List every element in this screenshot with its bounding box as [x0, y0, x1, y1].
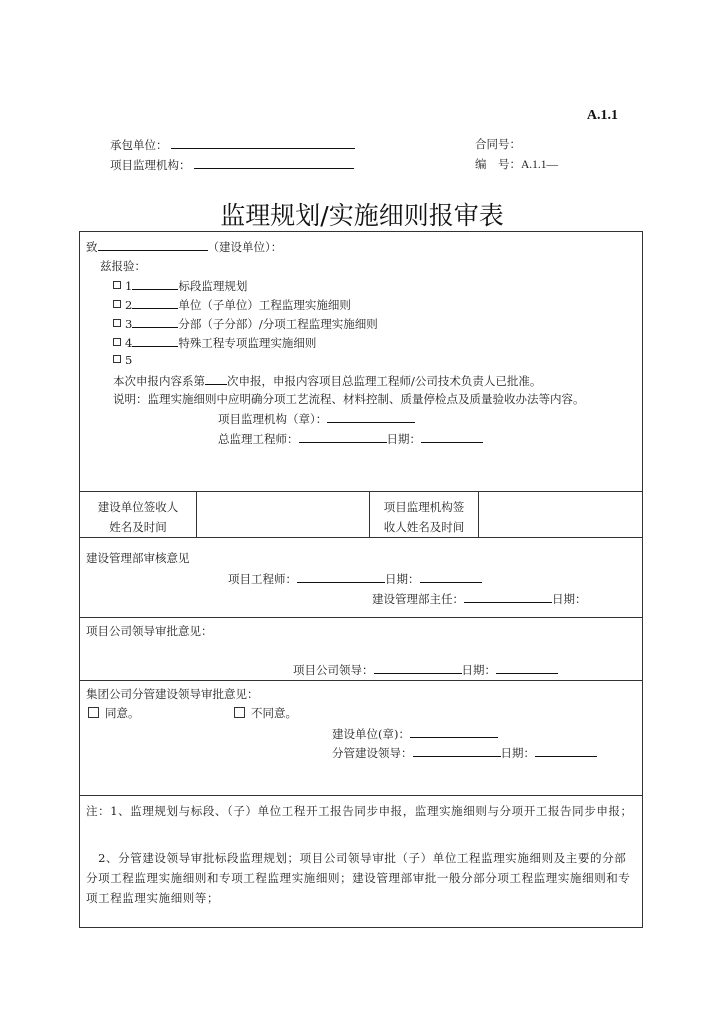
chief-engineer-row: 总监理工程师： 日期： [218, 430, 483, 447]
mgmt-review-heading: 建设管理部审核意见 [86, 551, 190, 565]
divider [80, 617, 642, 618]
project-company-heading: 项目公司领导审批意见： [86, 624, 213, 638]
approval-form-table [79, 231, 643, 928]
owner-unit-field[interactable] [98, 238, 208, 251]
serial-no-row [475, 156, 558, 172]
project-engineer-field[interactable] [297, 570, 385, 583]
date-field[interactable] [421, 430, 483, 443]
date-field[interactable] [420, 570, 482, 583]
page-title: 监理规划/实施细则报审表 [220, 201, 504, 230]
project-engineer-row: 项目工程师： 日期： [228, 570, 482, 587]
note-1: 注：1、监理规划与标段、（子）单位工程开工报告同步申报，监理实施细则与分项开工报告同步申报； [86, 804, 633, 818]
checkbox-icon[interactable] [88, 707, 99, 718]
addressee-row [86, 238, 282, 255]
intro-label: 兹报验： [100, 259, 146, 273]
group-leader-row: 分管建设领导： 日期： [332, 744, 597, 761]
supervision-receiver-field[interactable] [479, 492, 642, 536]
owner-receiver-label: 建设单位签收人 姓名及时间 [97, 500, 179, 534]
owner-seal-field[interactable] [410, 725, 498, 738]
times-field[interactable] [205, 372, 227, 385]
org-seal-field[interactable] [327, 410, 415, 423]
checkbox-icon[interactable] [234, 707, 245, 718]
checkbox-icon[interactable] [113, 355, 121, 363]
divider [80, 795, 642, 796]
divider [80, 537, 642, 538]
item-field[interactable] [132, 296, 178, 309]
checkbox-icon[interactable] [113, 338, 121, 346]
group-company-heading: 集团公司分管建设领导审批意见： [86, 687, 259, 701]
owner-seal-row: 建设单位(章)： [332, 725, 498, 742]
supervision-org-field[interactable] [194, 156, 354, 169]
submission-item[interactable]: 1 标段监理规划 [113, 277, 247, 294]
owner-receiver-field[interactable] [197, 492, 368, 536]
contractor-row [110, 136, 355, 153]
supervision-org-row [110, 156, 354, 173]
form-code: A.1.1 [586, 108, 618, 123]
project-leader-row: 项目公司领导： 日期： [293, 661, 558, 678]
serial-no-value: A.1.1— [521, 159, 559, 171]
chief-engineer-field[interactable] [299, 430, 387, 443]
submission-note: 说明：监理实施细则中应明确分项工艺流程、材料控制、质量停检点及质量验收办法等内容。 [113, 392, 585, 406]
submission-times-row: 本次申报内容系第 次申报，申报内容项目总监理工程师/公司技术负责人已批准。 [113, 374, 542, 388]
submission-item[interactable]: 5 [113, 353, 132, 367]
item-label: 特殊工程专项监理实施细则 [178, 336, 317, 350]
contractor-label: 承包单位： [110, 138, 168, 152]
addressee-suffix: （建设单位）： [207, 240, 283, 254]
item-field[interactable] [132, 315, 178, 328]
item-field[interactable] [132, 277, 178, 290]
contractor-field[interactable] [171, 136, 355, 149]
item-field[interactable] [132, 334, 178, 347]
director-row: 建设管理部主任： 日期： [372, 592, 587, 606]
supervision-receiver-label: 项目监理机构签 收人姓名及时间 [383, 500, 465, 534]
project-leader-field[interactable] [374, 661, 462, 674]
note-2: 2、分管建设领导审批标段监理规划；项目公司领导审批（子）单位工程监理实施细则及主要的分部分项工程监理实施细则和专项工程监理实施细则；建设管理部审批一般分部分项工程监理实施细则和专项工程监理实施细则等； [86, 851, 631, 905]
item-label: 分部（子分部）/分项工程监理实施细则 [178, 317, 378, 331]
divider [80, 680, 642, 681]
agree-option[interactable]: 同意。 [88, 705, 140, 721]
checkbox-icon[interactable] [113, 300, 121, 308]
serial-no-label: 编 号： [475, 157, 521, 171]
date-field[interactable] [535, 744, 597, 757]
supervision-org-label: 项目监理机构： [110, 158, 191, 172]
checkbox-icon[interactable] [113, 319, 121, 327]
group-leader-field[interactable] [413, 744, 501, 757]
item-label: 单位（子单位）工程监理实施细则 [178, 298, 351, 312]
disagree-option[interactable]: 不同意。 [234, 705, 297, 721]
submission-item[interactable]: 4 特殊工程专项监理实施细则 [113, 334, 316, 351]
addressee-prefix: 致 [86, 240, 98, 254]
submission-item[interactable]: 2 单位（子单位）工程监理实施细则 [113, 296, 351, 313]
checkbox-icon[interactable] [113, 281, 121, 289]
director-field[interactable] [464, 590, 552, 603]
org-seal-row: 项目监理机构（章）： [218, 410, 415, 427]
date-field[interactable] [496, 661, 558, 674]
item-label: 标段监理规划 [178, 279, 248, 293]
submission-item[interactable]: 3 分部（子分部）/分项工程监理实施细则 [113, 315, 378, 332]
contract-no-label: 合同号： [475, 137, 521, 151]
